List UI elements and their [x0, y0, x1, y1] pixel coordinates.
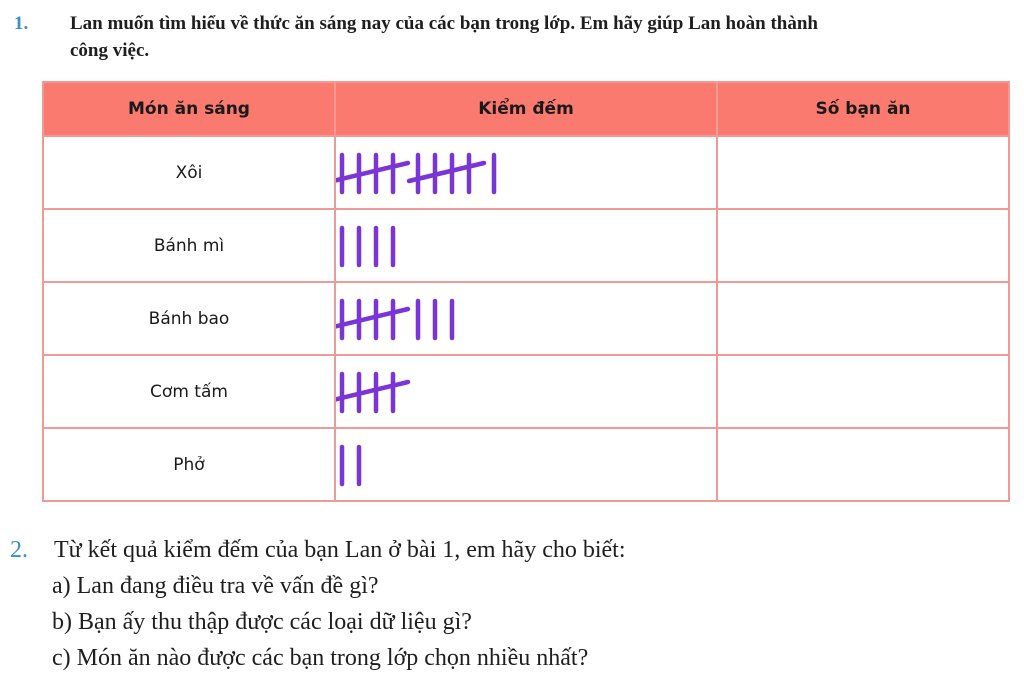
tally-marks-cell [335, 209, 717, 282]
count-answer-cell[interactable] [717, 209, 1009, 282]
tally-marks-cell [335, 355, 717, 428]
table-row [43, 136, 1009, 209]
food-name: Xôi [43, 136, 335, 209]
question-c: c) Món ăn nào được các bạn trong lớp chọn nhiều nhất? [52, 645, 589, 671]
tally-marks [336, 294, 636, 344]
exercise-1-text: Lan muốn tìm hiểu về thức ăn sáng nay của các bạn trong lớp. Em hãy giúp Lan hoàn thành [70, 13, 818, 34]
food-name: Phở [43, 428, 335, 501]
tally-cross-stroke [336, 382, 408, 400]
food-name: Bánh mì [43, 209, 335, 282]
table-row [43, 282, 1009, 355]
table-row [43, 355, 1009, 428]
exercise-1-line [14, 10, 1014, 37]
question-a: a) Lan đang điều tra về vấn đề gì? [52, 573, 379, 599]
tally-marks [336, 148, 636, 198]
question-b: b) Bạn ấy thu thập được các loại dữ liệu gì? [52, 609, 472, 635]
exercise-1-text-continued: công việc. [70, 40, 150, 61]
exercise-2-number: 2. [10, 537, 28, 563]
food-name: Bánh bao [43, 282, 335, 355]
tally-marks [336, 367, 636, 417]
tally-marks [336, 440, 636, 490]
tally-cross-stroke [336, 163, 408, 181]
exercise-2 [6, 532, 1016, 676]
table-row [43, 428, 1009, 501]
exercise-2-text: Từ kết quả kiểm đếm của bạn Lan ở bài 1, em hãy cho biết: [54, 537, 626, 563]
count-answer-cell[interactable] [717, 136, 1009, 209]
exercise-1-number: 1. [14, 13, 29, 34]
tally-marks [336, 221, 636, 271]
table-header-row [43, 82, 1009, 136]
table-row [43, 209, 1009, 282]
exercise-2-line [6, 532, 1016, 568]
tally-marks-cell [335, 282, 717, 355]
food-name: Cơm tấm [43, 355, 335, 428]
count-answer-cell[interactable] [717, 282, 1009, 355]
count-answer-cell[interactable] [717, 355, 1009, 428]
tally-marks-cell [335, 136, 717, 209]
tally-cross-stroke [336, 309, 408, 327]
tally-table [42, 81, 1010, 502]
exercise-1 [14, 10, 1014, 64]
header-count: Số bạn ăn [717, 82, 1009, 136]
count-answer-cell[interactable] [717, 428, 1009, 501]
tally-marks-cell [335, 428, 717, 501]
header-food: Món ăn sáng [43, 82, 335, 136]
header-tally: Kiểm đếm [335, 82, 717, 136]
